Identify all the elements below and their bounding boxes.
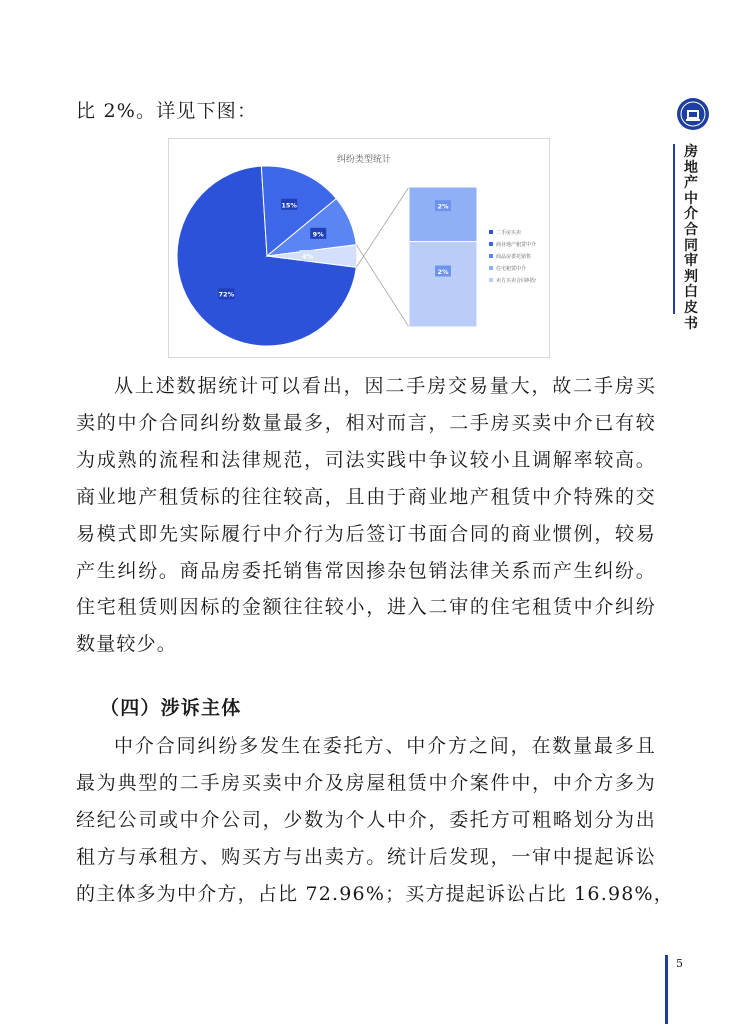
para1-line: 产生纠纷。商品房委托销售常因掺杂包销法律关系而产生纠纷。 <box>76 559 656 582</box>
para1-line: 为成熟的流程和法律规范，司法实践中争议较小且调解率较高。 <box>76 448 656 471</box>
page-number: 5 <box>676 957 683 970</box>
data-label: 2% <box>437 202 449 211</box>
legend-swatch <box>489 254 493 258</box>
legend-swatch <box>489 278 493 282</box>
legend-label: 卖方买卖合同纠纷 <box>496 278 537 284</box>
data-label: 9% <box>312 230 324 239</box>
connector-line <box>356 187 409 267</box>
page-number-rule <box>665 955 668 1024</box>
bar-segment <box>409 242 477 327</box>
pie-slices <box>177 166 357 346</box>
chart-legend <box>489 229 536 284</box>
para1-line: 卖的中介合同纠纷数量最多，相对而言，二手房买卖中介已有较 <box>76 411 656 434</box>
connector-line <box>356 245 409 327</box>
para2-line: 中介合同纠纷多发生在委托方、中介方之间，在数量最多且 <box>114 735 656 757</box>
sidebar-rule <box>673 144 675 314</box>
data-label: 72% <box>218 290 235 299</box>
para2-line: 最为典型的二手房买卖中介及房屋租赁中介案件中，中介方多为 <box>76 771 656 794</box>
para1-line: 住宅租赁则因标的金额往往较小，进入二审的住宅租赁中介纠纷 <box>76 596 656 619</box>
data-label: 2% <box>437 267 449 276</box>
legend-swatch <box>489 242 493 246</box>
legend-label: 二手房买卖 <box>496 230 522 236</box>
para1-line: 数量较少。 <box>76 633 178 656</box>
para2-line: 租方与承租方、购买方与出卖方。统计后发现，一审中提起诉讼 <box>76 845 656 868</box>
para1-line: 易模式即先实际履行中介行为后签订书面合同的商业惯例，较易 <box>76 522 656 545</box>
pie-chart-frame <box>168 138 550 358</box>
legend-swatch <box>489 230 493 234</box>
body-line-intro: 比 2%。详见下图： <box>76 100 258 122</box>
court-seal-icon <box>676 97 710 131</box>
data-label: 4% <box>301 252 314 261</box>
para2-line: 的主体多为中介方，占比 72.96%；买方提起诉讼占比 16.98%， <box>76 882 674 905</box>
legend-label: 商业地产租赁中介 <box>496 242 537 248</box>
secondary-bar <box>356 187 477 327</box>
chart-title: 纠纷类型统计 <box>336 155 392 165</box>
section-heading: （四）涉诉主体 <box>100 697 242 719</box>
para1-line: 从上述数据统计可以看出，因二手房交易量大，故二手房买 <box>114 375 656 397</box>
data-label: 15% <box>281 201 297 210</box>
legend-label: 住宅租赁中介 <box>496 266 527 272</box>
bar-segment <box>409 187 477 242</box>
legend-swatch <box>489 266 493 270</box>
sidebar-title: 房地产中介合同审判白皮书 <box>684 144 698 332</box>
dispute-type-chart <box>169 139 549 357</box>
legend-label: 商品房委托销售 <box>496 254 532 260</box>
para1-line: 商业地产租赁标的往往较高，且由于商业地产租赁中介特殊的交 <box>76 485 656 508</box>
para2-line: 经纪公司或中介公司，少数为个人中介，委托方可粗略划分为出 <box>76 808 656 831</box>
